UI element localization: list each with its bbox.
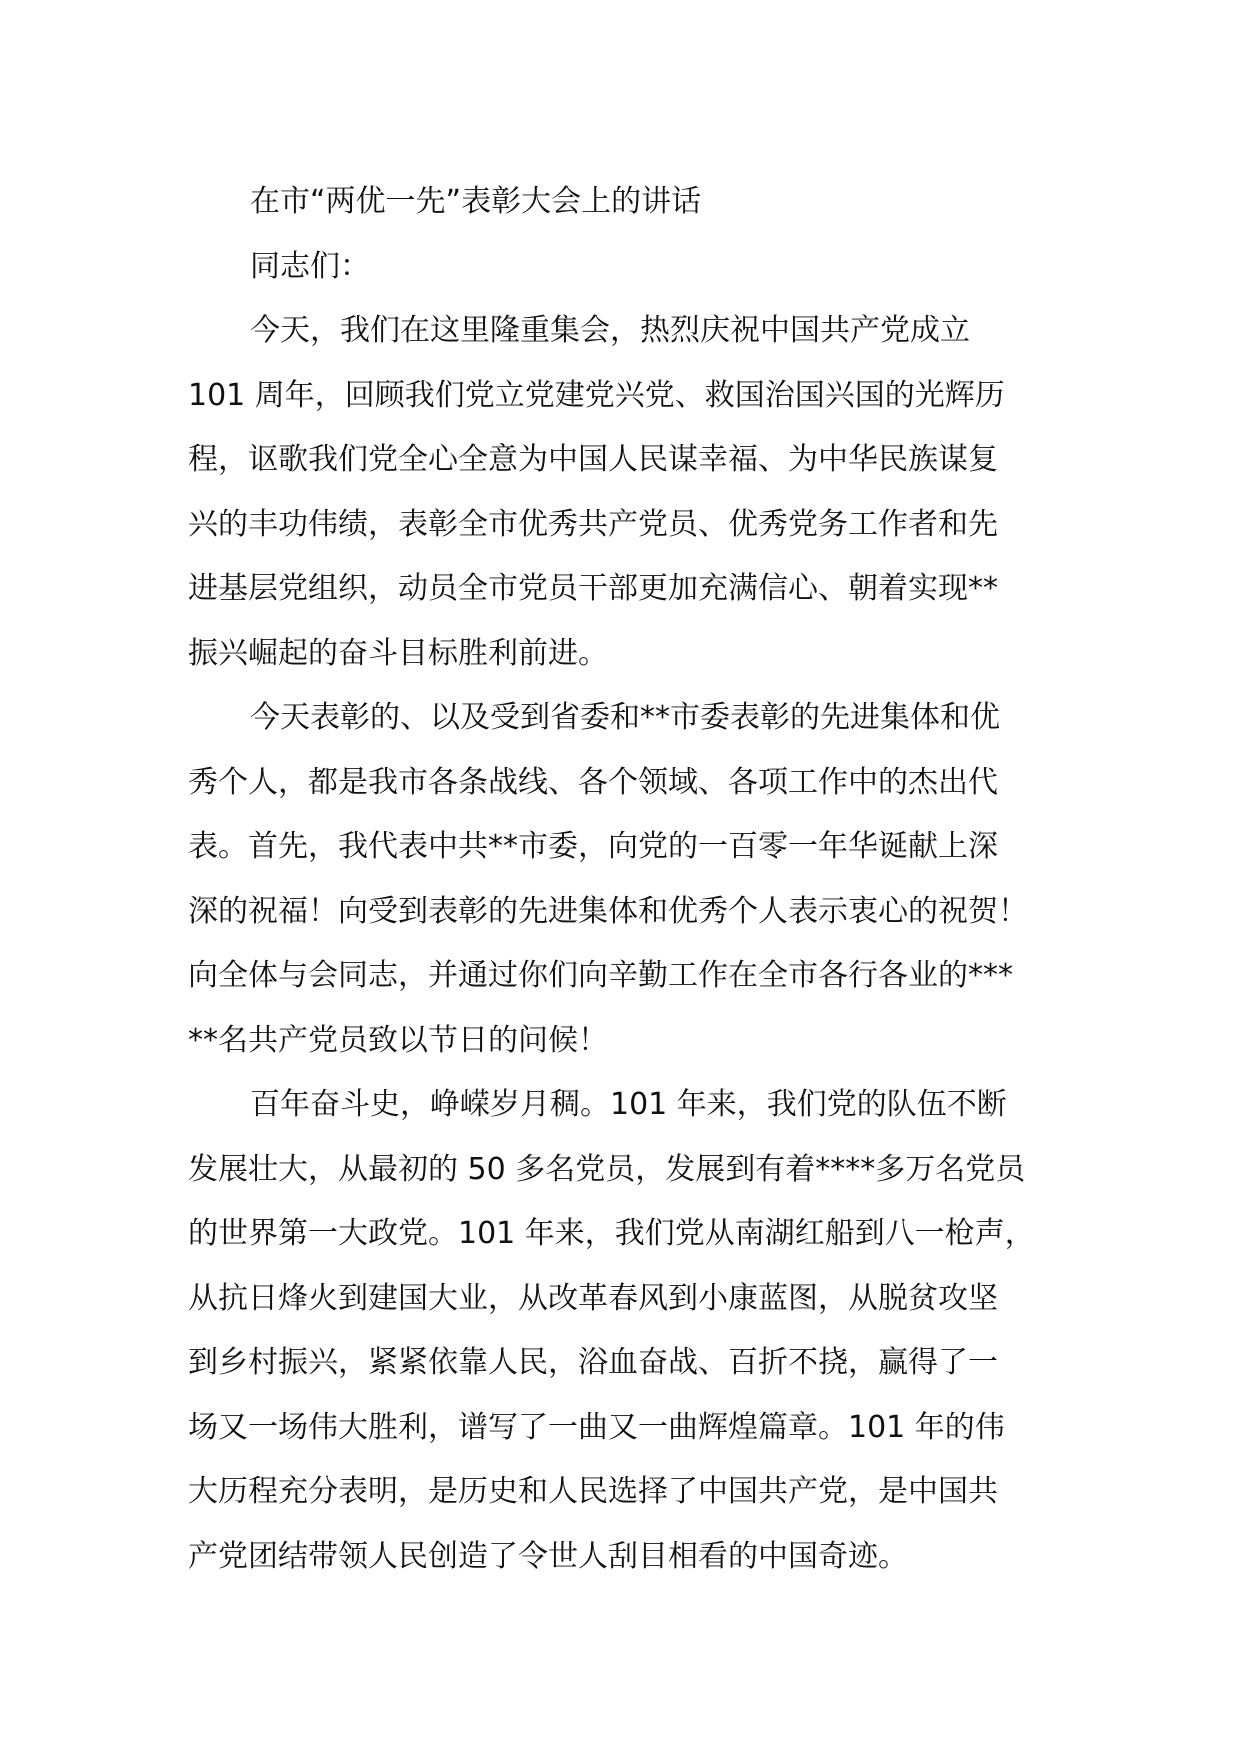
document-body bbox=[188, 170, 1088, 1589]
paragraph-line: 今天，我们在这里隆重集会，热烈庆祝中国共产党成立 bbox=[250, 313, 970, 348]
paragraph-line: **名共产党员致以节日的问候！ bbox=[188, 1022, 608, 1058]
paragraph-line: 表。首先，我代表中共**市委，向党的一百零一年华诞献上深 bbox=[188, 829, 998, 864]
paragraph-line: 101 周年，回顾我们党立党建党兴党、救国治国兴国的光辉历 bbox=[188, 377, 1005, 413]
paragraph-line: 产党团结带领人民创造了令世人刮目相看的中国奇迹。 bbox=[188, 1538, 908, 1574]
document-title: 在市“两优一先”表彰大会上的讲话 bbox=[250, 184, 702, 219]
paragraph-line: 振兴崛起的奋斗目标胜利前进。 bbox=[188, 635, 608, 671]
paragraph-line: 到乡村振兴，紧紧依靠人民，浴血奋战、百折不挠，赢得了一 bbox=[188, 1345, 998, 1380]
paragraph-line: 今天表彰的、以及受到省委和**市委表彰的先进集体和优 bbox=[250, 700, 1000, 735]
paragraph-line: 向全体与会同志，并通过你们向辛勤工作在全市各行各业的*** bbox=[188, 958, 1013, 993]
paragraph-line: 发展壮大，从最初的 50 多名党员，发展到有着****多万名党员 bbox=[188, 1151, 1026, 1187]
paragraph-line: 场又一场伟大胜利，谱写了一曲又一曲辉煌篇章。101 年的伟 bbox=[188, 1409, 1005, 1445]
paragraph-line: 进基层党组织，动员全市党员干部更加充满信心、朝着实现** bbox=[188, 571, 998, 606]
paragraph-2 bbox=[188, 686, 1088, 1073]
paragraph-line: 大历程充分表明，是历史和人民选择了中国共产党，是中国共 bbox=[188, 1474, 998, 1509]
paragraph-line: 从抗日烽火到建国大业，从改革春风到小康蓝图，从脱贫攻坚 bbox=[188, 1280, 998, 1316]
paragraph-line: 的世界第一大政党。101 年来，我们党从南湖红船到八一枪声， bbox=[188, 1216, 1035, 1251]
paragraph-3 bbox=[188, 1073, 1088, 1589]
paragraph-line: 兴的丰功伟绩，表彰全市优秀共产党员、优秀党务工作者和先 bbox=[188, 506, 998, 542]
paragraph-line: 百年奋斗史，峥嵘岁月稠。101 年来，我们党的队伍不断 bbox=[250, 1087, 1007, 1122]
paragraph-line: 秀个人，都是我市各条战线、各个领域、各项工作中的杰出代 bbox=[188, 764, 998, 800]
salutation: 同志们： bbox=[250, 248, 370, 284]
paragraph-1 bbox=[188, 299, 1088, 686]
paragraph-line: 程，讴歌我们党全心全意为中国人民谋幸福、为中华民族谋复 bbox=[188, 442, 998, 477]
paragraph-line: 深的祝福！向受到表彰的先进集体和优秀个人表示衷心的祝贺！ bbox=[188, 893, 1028, 929]
